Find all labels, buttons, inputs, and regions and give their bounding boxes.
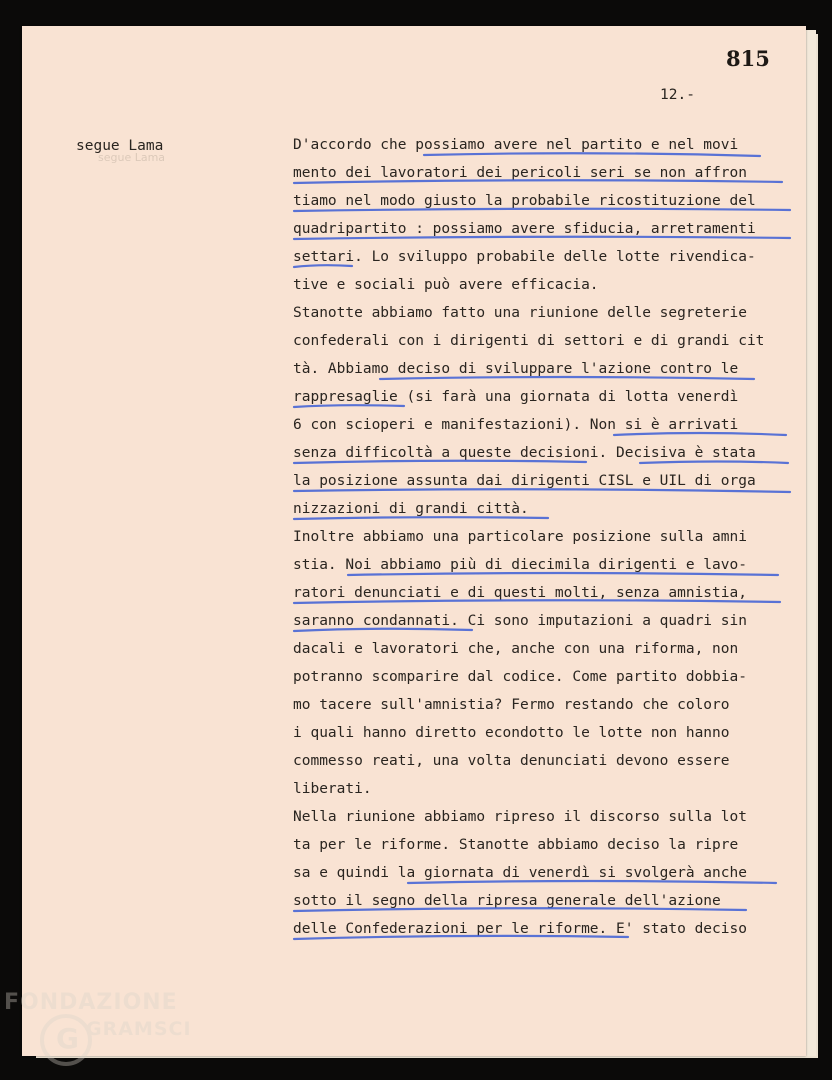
sheet-number: 12.- — [660, 87, 695, 103]
text-line: rappresaglie (si farà una giornata di lotta venerdì — [293, 389, 739, 405]
pen-underline — [380, 377, 754, 379]
page-number: 815 — [726, 46, 770, 71]
watermark-line1: FONDAZIONE — [4, 990, 178, 1015]
text-line: mo tacere sull'amnistia? Fermo restando che coloro — [293, 697, 730, 713]
pen-underline — [294, 908, 746, 911]
text-line: quadripartito : possiamo avere sfiducia, arretramenti — [293, 221, 756, 237]
text-line: liberati. — [293, 781, 372, 797]
text-line: saranno condannati. Ci sono imputazioni a quadri sin — [293, 613, 747, 629]
text-line: tive e sociali può avere efficacia. — [293, 277, 599, 293]
pen-underline — [294, 517, 548, 519]
text-line: stia. Noi abbiamo più di diecimila dirigenti e lavo- — [293, 557, 747, 573]
text-line: ratori denunciati e di questi molti, senza amnistia, — [293, 585, 747, 601]
text-line: tà. Abbiamo deciso di sviluppare l'azione contro le — [293, 361, 739, 377]
pen-underline — [640, 462, 788, 464]
pen-underline — [424, 153, 760, 156]
pen-underline — [294, 489, 790, 492]
text-line: settari. Lo sviluppo probabile delle lotte rivendica- — [293, 249, 756, 265]
text-line: Stanotte abbiamo fatto una riunione delle segreterie — [293, 305, 747, 321]
pen-underline — [294, 180, 782, 183]
speaker-label-bleed: segue Lama — [98, 151, 166, 164]
text-line: i quali hanno diretto econdotto le lotte non hanno — [293, 725, 730, 741]
pen-underline — [294, 237, 790, 239]
pen-underline — [348, 573, 778, 575]
speaker-label: segue Lama — [76, 138, 164, 154]
pen-underline — [294, 405, 404, 407]
text-line: la posizione assunta dai dirigenti CISL e UIL di orga — [293, 473, 756, 489]
text-line: confederali con i dirigenti di settori e di grandi cit — [293, 333, 765, 349]
text-line: sa e quindi la giornata di venerdì si svolgerà anche — [293, 865, 747, 881]
text-line: dacali e lavoratori che, anche con una riforma, non — [293, 641, 739, 657]
pen-underline — [614, 433, 786, 435]
text-line: commesso reati, una volta denunciati devono essere — [293, 753, 730, 769]
text-line: ta per le riforme. Stanotte abbiamo deciso la ripre — [293, 837, 739, 853]
text-line: tiamo nel modo giusto la probabile ricostituzione del — [293, 193, 756, 209]
text-line: D'accordo che possiamo avere nel partito e nel movi — [293, 137, 739, 153]
watermark-line2: GRAMSCI — [86, 1018, 192, 1040]
text-line: Nella riunione abbiamo ripreso il discorso sulla lot — [293, 809, 747, 825]
text-line: nizzazioni di grandi città. — [293, 501, 529, 517]
pen-underline — [294, 209, 790, 211]
text-line: 6 con scioperi e manifestazioni). Non si è arrivati — [293, 417, 739, 433]
text-line: mento dei lavoratori dei pericoli seri se non affron — [293, 165, 747, 181]
pen-underline — [408, 881, 776, 883]
text-line: potranno scomparire dal codice. Come partito dobbia- — [293, 669, 747, 685]
text-line: senza difficoltà a queste decisioni. Decisiva è stata — [293, 445, 756, 461]
fondazione-gramsci-watermark — [4, 988, 214, 1068]
pen-underline — [294, 629, 472, 631]
text-line: sotto il segno della ripresa generale dell'azione — [293, 893, 721, 909]
pen-underline — [294, 461, 586, 463]
pen-underline — [294, 265, 352, 267]
pen-underline — [294, 600, 780, 603]
pen-underline — [294, 936, 628, 939]
text-line: Inoltre abbiamo una particolare posizione sulla amni — [293, 529, 747, 545]
watermark-glyph: G — [56, 1022, 80, 1055]
text-line: delle Confederazioni per le riforme. E' stato deciso — [293, 921, 747, 937]
